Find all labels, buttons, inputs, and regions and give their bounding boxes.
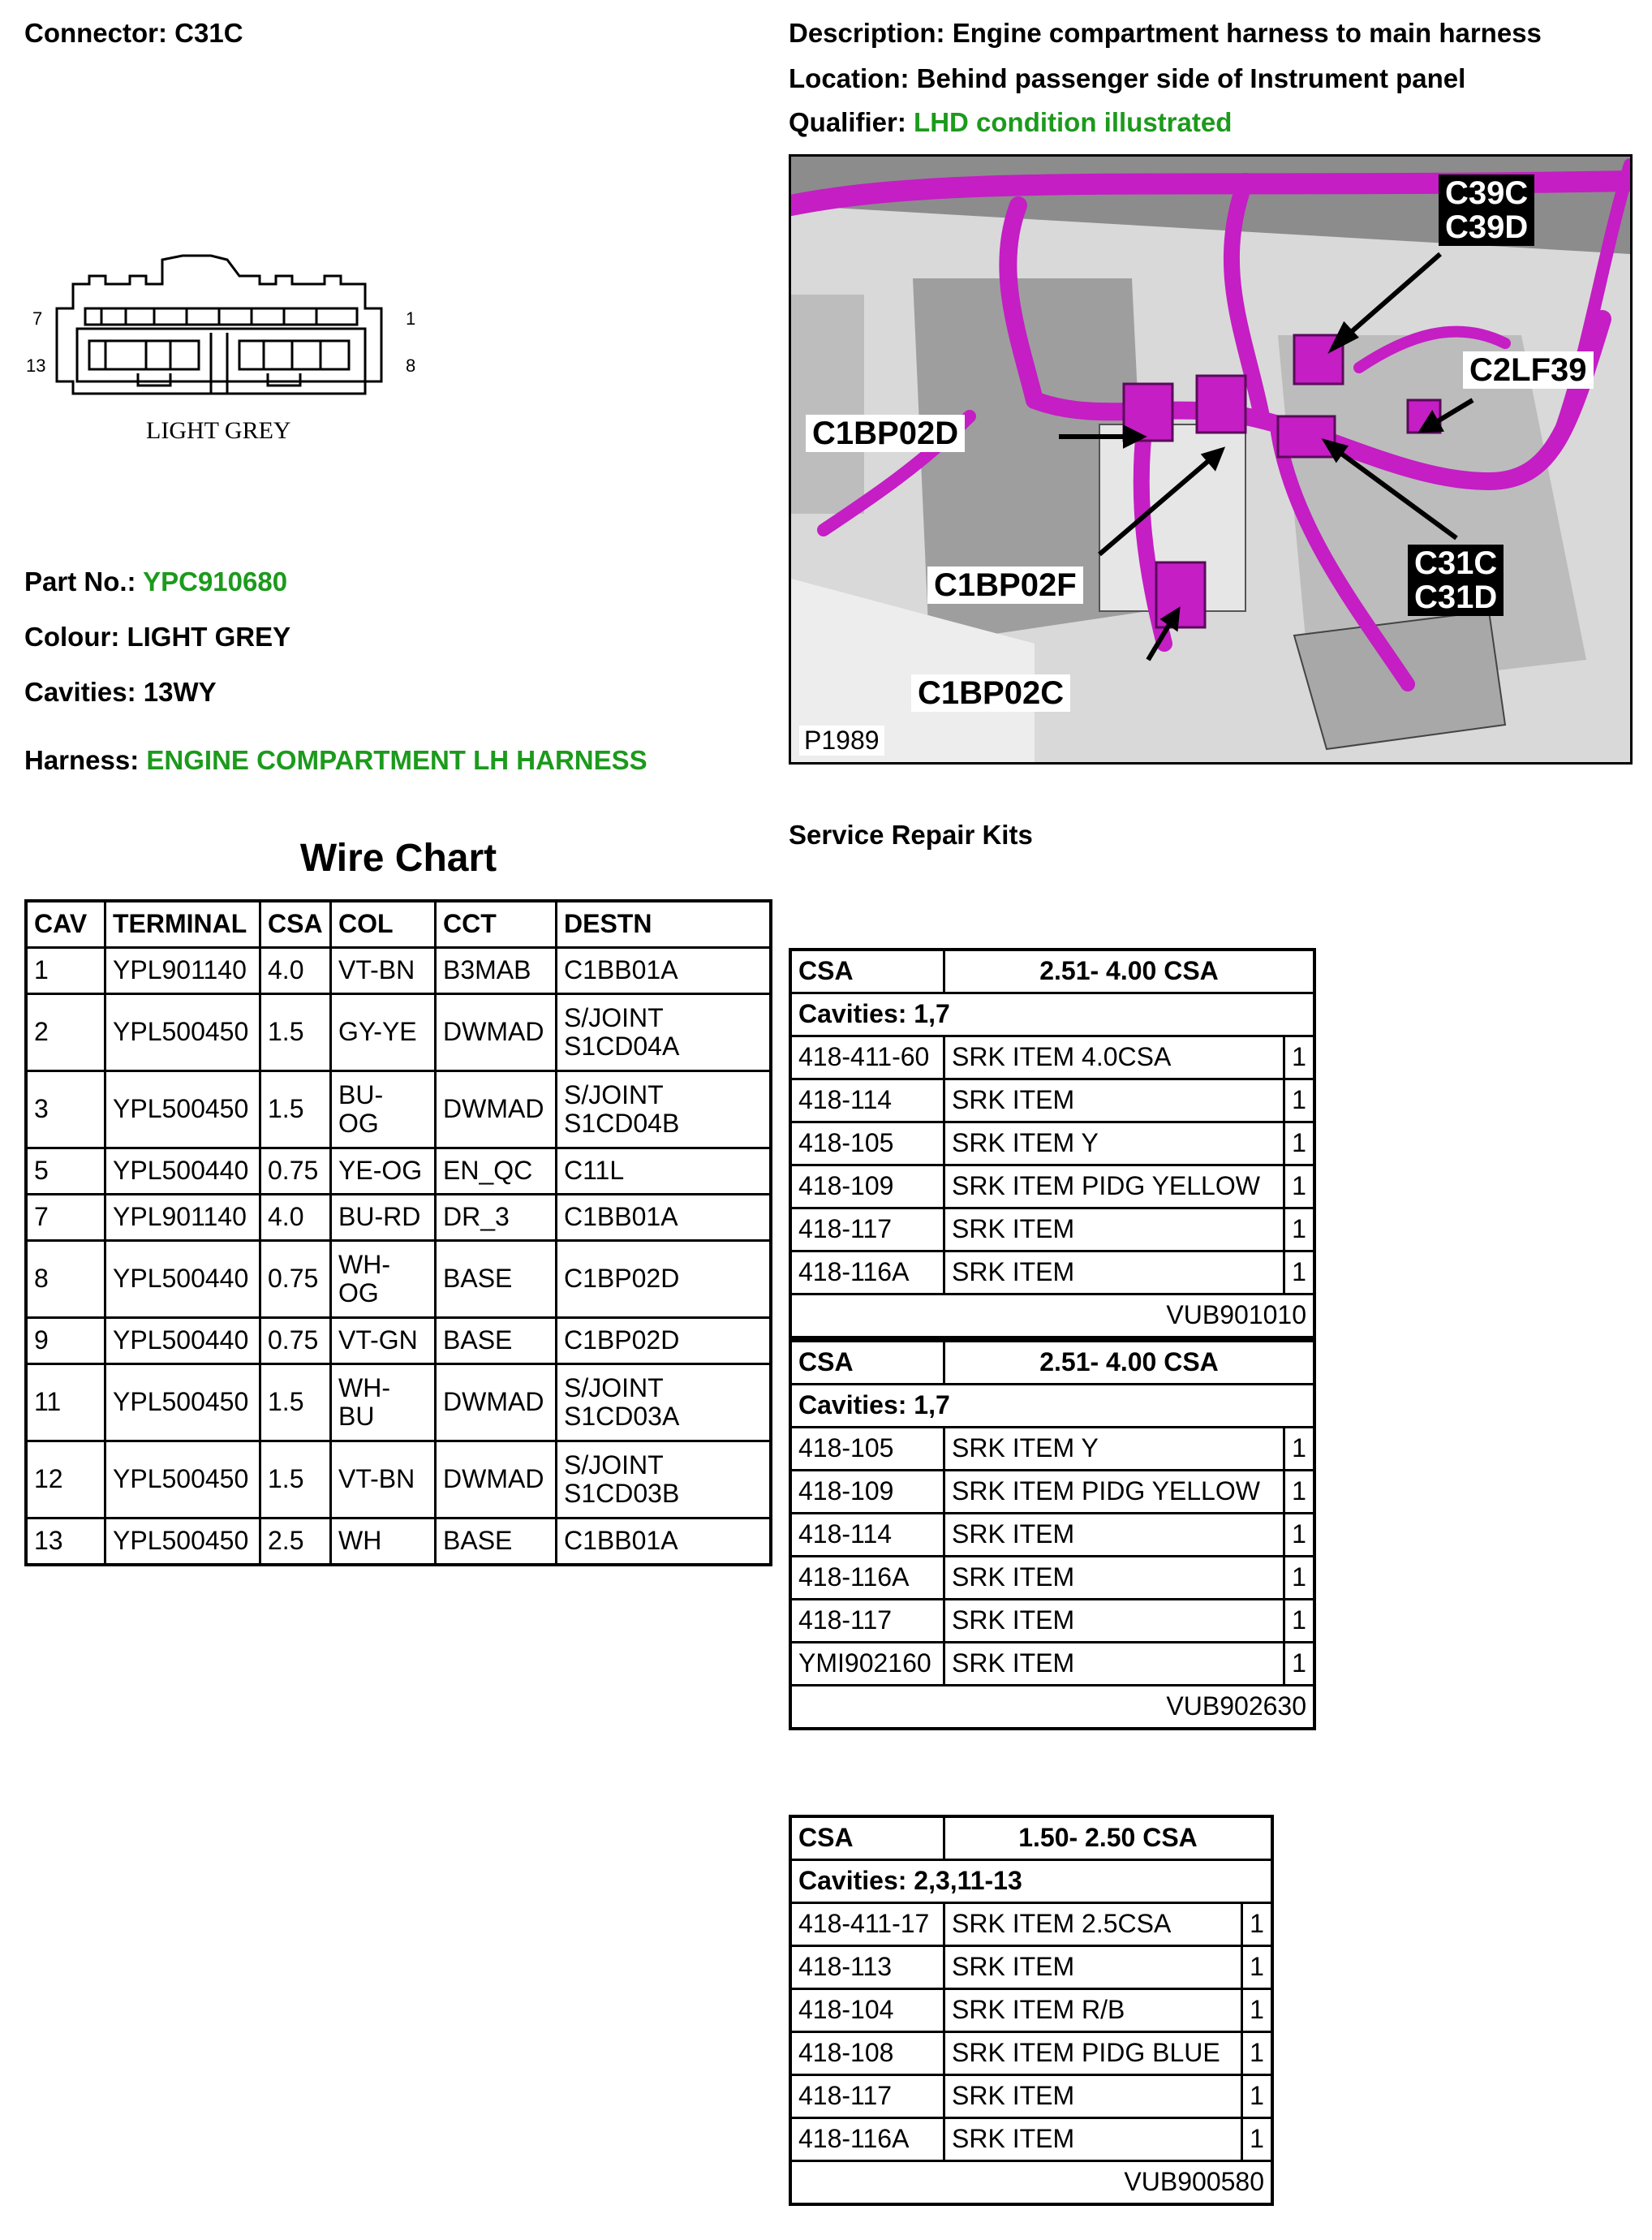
- kit-number-row: [790, 1686, 1314, 1730]
- location-text: Behind passenger side of Instrument panel: [916, 63, 1466, 93]
- kit-item-desc: SRK ITEM: [944, 2075, 1242, 2118]
- cell-cav: 13: [26, 1518, 105, 1566]
- kit-item-qty: 1: [1284, 1122, 1315, 1165]
- kit-item-part: 418-105: [790, 1122, 944, 1165]
- kit-item-row: [790, 1600, 1314, 1643]
- kit-item-row: [790, 1989, 1272, 2032]
- kit-item-row: [790, 1643, 1314, 1686]
- cell-csa: 0.75: [260, 1148, 331, 1195]
- kit-item-desc: SRK ITEM 2.5CSA: [944, 1903, 1242, 1946]
- col-header-destn: DESTN: [557, 901, 772, 948]
- table-row: [26, 1518, 771, 1566]
- kit-item-qty: 1: [1242, 2118, 1273, 2161]
- cell-cav: 2: [26, 994, 105, 1071]
- kit-item-qty: 1: [1284, 1471, 1315, 1514]
- cell-cav: 8: [26, 1241, 105, 1318]
- cell-csa: 4.0: [260, 1195, 331, 1241]
- kit-header-row: [790, 950, 1314, 993]
- kit-item-desc: SRK ITEM: [944, 1208, 1284, 1251]
- kit-item-desc: SRK ITEM PIDG BLUE: [944, 2032, 1242, 2075]
- cell-cct: DWMAD: [436, 1364, 557, 1441]
- kit-item-row: [790, 1428, 1314, 1471]
- wire-chart-header-row: [26, 901, 771, 948]
- kit-item-desc: SRK ITEM: [944, 2118, 1242, 2161]
- qualifier-line: Qualifier: LHD condition illustrated: [789, 107, 1233, 137]
- kit-item-row: [790, 1251, 1314, 1294]
- kit-csa-label: CSA: [790, 950, 944, 993]
- cell-cav: 12: [26, 1441, 105, 1518]
- kit-item-qty: 1: [1284, 1514, 1315, 1557]
- callout-c1bp02d: C1BP02D: [806, 415, 965, 452]
- bottom-right-cavities: [239, 341, 349, 369]
- cell-col: VT-GN: [331, 1318, 436, 1364]
- wire-chart-table: [24, 899, 772, 1566]
- kit-item-desc: SRK ITEM: [944, 1643, 1284, 1686]
- kit-item-part: 418-117: [790, 1600, 944, 1643]
- kit-item-desc: SRK ITEM PIDG YELLOW: [944, 1165, 1284, 1208]
- kit-number: VUB900580: [790, 2161, 1272, 2205]
- table-row: [26, 1148, 771, 1195]
- cell-csa: 2.5: [260, 1518, 331, 1566]
- table-row: [26, 1071, 771, 1148]
- callout-c1bp02f: C1BP02F: [927, 566, 1083, 604]
- colour-value: LIGHT GREY: [127, 622, 291, 652]
- callout-c2lf39: C2LF39: [1463, 351, 1594, 389]
- table-row: [26, 1318, 771, 1364]
- callout-c1bp02c: C1BP02C: [911, 674, 1070, 712]
- latch-channel: [211, 333, 227, 394]
- repair-kit-table: [789, 1339, 1316, 1730]
- connector-face-diagram: [24, 243, 446, 454]
- kit-item-row: [790, 1122, 1314, 1165]
- kit-csa-range: 1.50- 2.50 CSA: [944, 1816, 1273, 1860]
- kit-cavities: Cavities: 1,7: [790, 1385, 1314, 1428]
- cavities-value: 13WY: [143, 677, 217, 707]
- kit-cavities-row: [790, 993, 1314, 1036]
- kit-item-row: [790, 1471, 1314, 1514]
- kit-item-row: [790, 1946, 1272, 1989]
- kit-item-qty: 1: [1242, 2032, 1273, 2075]
- kit-number: VUB901010: [790, 1294, 1314, 1338]
- kit-item-qty: 1: [1284, 1251, 1315, 1294]
- cavities-line: Cavities: 13WY: [24, 677, 217, 707]
- cell-col: WH- BU: [331, 1364, 436, 1441]
- col-header-cct: CCT: [436, 901, 557, 948]
- cell-terminal: YPL901140: [105, 1195, 260, 1241]
- cell-terminal: YPL500450: [105, 994, 260, 1071]
- pin-label-13: 13: [26, 355, 46, 376]
- kit-item-row: [790, 1208, 1314, 1251]
- location-photo: [789, 154, 1633, 765]
- cell-col: YE-OG: [331, 1148, 436, 1195]
- cell-terminal: YPL901140: [105, 948, 260, 994]
- cell-col: VT-BN: [331, 1441, 436, 1518]
- kit-item-desc: SRK ITEM: [944, 1946, 1242, 1989]
- kit-item-qty: 1: [1284, 1600, 1315, 1643]
- kit-item-qty: 1: [1242, 1903, 1273, 1946]
- keying-ribs: [138, 373, 300, 386]
- kit-item-qty: 1: [1242, 2075, 1273, 2118]
- kit-item-qty: 1: [1242, 1989, 1273, 2032]
- kit-item-desc: SRK ITEM: [944, 1079, 1284, 1122]
- cell-destn: C1BP02D: [557, 1241, 772, 1318]
- cell-destn: S/JOINT S1CD03B: [557, 1441, 772, 1518]
- service-repair-kits-title: Service Repair Kits: [789, 820, 1033, 850]
- cell-cct: DR_3: [436, 1195, 557, 1241]
- kit-item-part: 418-108: [790, 2032, 944, 2075]
- kit-cavities-row: [790, 1860, 1272, 1903]
- description-line: Description: Engine compartment harness to main harness: [789, 18, 1542, 48]
- cell-col: WH- OG: [331, 1241, 436, 1318]
- kit-item-part: 418-104: [790, 1989, 944, 2032]
- repair-kit-table: [789, 948, 1316, 1339]
- kit-item-qty: 1: [1284, 1079, 1315, 1122]
- table-row: [26, 948, 771, 994]
- cell-cav: 9: [26, 1318, 105, 1364]
- cell-cav: 11: [26, 1364, 105, 1441]
- kit-number-row: [790, 2161, 1272, 2205]
- cell-csa: 1.5: [260, 1441, 331, 1518]
- kit-header-row: [790, 1341, 1314, 1385]
- kit-item-part: 418-109: [790, 1471, 944, 1514]
- kit-item-desc: SRK ITEM: [944, 1557, 1284, 1600]
- kit-item-part: 418-114: [790, 1079, 944, 1122]
- cell-destn: C11L: [557, 1148, 772, 1195]
- callout-c31c-c31d: C31C C31D: [1408, 545, 1504, 616]
- kit-item-qty: 1: [1284, 1643, 1315, 1686]
- kit-item-row: [790, 2032, 1272, 2075]
- cell-col: WH: [331, 1518, 436, 1566]
- cell-col: BU-RD: [331, 1195, 436, 1241]
- kit-item-row: [790, 1514, 1314, 1557]
- kit-item-desc: SRK ITEM PIDG YELLOW: [944, 1471, 1284, 1514]
- kit-item-row: [790, 1036, 1314, 1079]
- kit-header-row: [790, 1816, 1272, 1860]
- cell-destn: S/JOINT S1CD04A: [557, 994, 772, 1071]
- cell-terminal: YPL500450: [105, 1071, 260, 1148]
- kit-item-row: [790, 1079, 1314, 1122]
- harness-line: Harness: ENGINE COMPARTMENT LH HARNESS: [24, 745, 647, 775]
- table-row: [26, 1241, 771, 1318]
- cell-terminal: YPL500450: [105, 1518, 260, 1566]
- repair-kit-table: [789, 1815, 1274, 2206]
- kit-item-part: 418-114: [790, 1514, 944, 1557]
- description-text: Engine compartment harness to main harness: [952, 18, 1542, 48]
- col-header-csa: CSA: [260, 901, 331, 948]
- cell-cct: BASE: [436, 1241, 557, 1318]
- kit-item-qty: 1: [1284, 1208, 1315, 1251]
- col-header-terminal: TERMINAL: [105, 901, 260, 948]
- cell-cct: DWMAD: [436, 1441, 557, 1518]
- callout-c39c-c39d: C39C C39D: [1439, 174, 1534, 246]
- kit-item-part: 418-411-17: [790, 1903, 944, 1946]
- cell-cav: 7: [26, 1195, 105, 1241]
- cell-terminal: YPL500450: [105, 1364, 260, 1441]
- cell-destn: C1BB01A: [557, 1518, 772, 1566]
- kit-item-desc: SRK ITEM R/B: [944, 1989, 1242, 2032]
- wire-chart-title: Wire Chart: [299, 837, 497, 880]
- kit-item-desc: SRK ITEM: [944, 1251, 1284, 1294]
- top-cavity-dividers: [101, 308, 316, 325]
- kit-item-part: 418-116A: [790, 1557, 944, 1600]
- kit-item-row: [790, 1165, 1314, 1208]
- cell-cav: 5: [26, 1148, 105, 1195]
- kit-item-row: [790, 2075, 1272, 2118]
- kit-item-part: 418-105: [790, 1428, 944, 1471]
- table-row: [26, 1441, 771, 1518]
- kit-item-desc: SRK ITEM: [944, 1600, 1284, 1643]
- cell-col: VT-BN: [331, 948, 436, 994]
- kit-csa-label: CSA: [790, 1816, 944, 1860]
- kit-csa-range: 2.51- 4.00 CSA: [944, 950, 1315, 993]
- cell-cct: B3MAB: [436, 948, 557, 994]
- cell-cct: EN_QC: [436, 1148, 557, 1195]
- colour-line: Colour: LIGHT GREY: [24, 622, 291, 652]
- cell-destn: C1BB01A: [557, 1195, 772, 1241]
- cell-cav: 1: [26, 948, 105, 994]
- kit-item-qty: 1: [1284, 1036, 1315, 1079]
- kit-item-row: [790, 2118, 1272, 2161]
- kit-item-row: [790, 1903, 1272, 1946]
- photo-id: P1989: [799, 726, 884, 756]
- cell-csa: 1.5: [260, 1071, 331, 1148]
- kit-number-row: [790, 1294, 1314, 1338]
- kit-item-part: 418-109: [790, 1165, 944, 1208]
- table-row: [26, 1195, 771, 1241]
- kit-number: VUB902630: [790, 1686, 1314, 1730]
- harness-name: ENGINE COMPARTMENT LH HARNESS: [146, 745, 647, 775]
- table-row: [26, 1364, 771, 1441]
- wire-chart-body: [26, 948, 771, 1566]
- kit-cavities: Cavities: 1,7: [790, 993, 1314, 1036]
- table-row: [26, 994, 771, 1071]
- qualifier-text: LHD condition illustrated: [914, 107, 1233, 137]
- kit-item-qty: 1: [1242, 1946, 1273, 1989]
- cell-csa: 0.75: [260, 1318, 331, 1364]
- kit-item-part: 418-411-60: [790, 1036, 944, 1079]
- kit-item-part: YMI902160: [790, 1643, 944, 1686]
- cell-cct: DWMAD: [436, 994, 557, 1071]
- cell-destn: S/JOINT S1CD04B: [557, 1071, 772, 1148]
- kit-csa-range: 2.51- 4.00 CSA: [944, 1341, 1315, 1385]
- cell-destn: C1BP02D: [557, 1318, 772, 1364]
- pin-label-8: 8: [406, 355, 416, 376]
- kit-item-qty: 1: [1284, 1165, 1315, 1208]
- part-number-line: Part No.: YPC910680: [24, 566, 288, 597]
- pin-label-1: 1: [406, 308, 416, 329]
- kit-item-desc: SRK ITEM 4.0CSA: [944, 1036, 1284, 1079]
- kit-item-desc: SRK ITEM Y: [944, 1122, 1284, 1165]
- kit-item-desc: SRK ITEM Y: [944, 1428, 1284, 1471]
- cell-cct: BASE: [436, 1318, 557, 1364]
- kit-item-part: 418-116A: [790, 1251, 944, 1294]
- kit-item-desc: SRK ITEM: [944, 1514, 1284, 1557]
- diagram-colour-caption: LIGHT GREY: [146, 417, 291, 444]
- cell-csa: 1.5: [260, 994, 331, 1071]
- kit-item-qty: 1: [1284, 1428, 1315, 1471]
- kit-item-part: 418-116A: [790, 2118, 944, 2161]
- kit-cavities-row: [790, 1385, 1314, 1428]
- inner-outline: [77, 329, 365, 381]
- cell-terminal: YPL500450: [105, 1441, 260, 1518]
- kit-csa-label: CSA: [790, 1341, 944, 1385]
- cell-cct: BASE: [436, 1518, 557, 1566]
- cell-csa: 1.5: [260, 1364, 331, 1441]
- kit-item-row: [790, 1557, 1314, 1600]
- col-header-cav: CAV: [26, 901, 105, 948]
- col-header-col: COL: [331, 901, 436, 948]
- cell-terminal: YPL500440: [105, 1318, 260, 1364]
- cell-cav: 3: [26, 1071, 105, 1148]
- kit-item-qty: 1: [1284, 1557, 1315, 1600]
- cell-terminal: YPL500440: [105, 1148, 260, 1195]
- cell-destn: C1BB01A: [557, 948, 772, 994]
- cell-terminal: YPL500440: [105, 1241, 260, 1318]
- cell-csa: 0.75: [260, 1241, 331, 1318]
- pin-label-7: 7: [32, 308, 43, 329]
- cell-cct: DWMAD: [436, 1071, 557, 1148]
- cell-destn: S/JOINT S1CD03A: [557, 1364, 772, 1441]
- kit-cavities: Cavities: 2,3,11-13: [790, 1860, 1272, 1903]
- kit-item-part: 418-117: [790, 2075, 944, 2118]
- location-line: Location: Behind passenger side of Instrument panel: [789, 63, 1466, 93]
- cell-csa: 4.0: [260, 948, 331, 994]
- dashboard-illustration: [791, 157, 1630, 762]
- connector-heading: Connector: C31C: [24, 18, 243, 48]
- cell-col: BU- OG: [331, 1071, 436, 1148]
- bottom-left-cavities: [89, 341, 199, 369]
- cell-col: GY-YE: [331, 994, 436, 1071]
- part-number: YPC910680: [143, 566, 288, 597]
- kit-item-part: 418-117: [790, 1208, 944, 1251]
- kit-item-part: 418-113: [790, 1946, 944, 1989]
- connector-id: C31C: [174, 18, 243, 48]
